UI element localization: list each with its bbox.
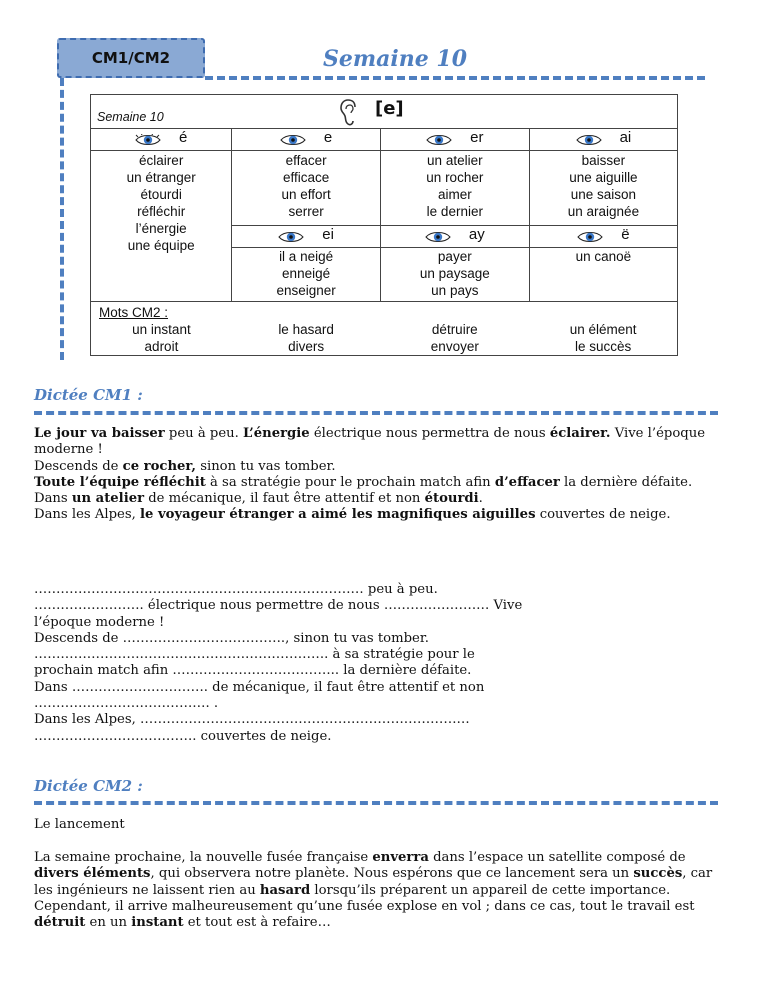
word: réfléchir xyxy=(137,204,186,219)
word: efficace xyxy=(282,170,330,185)
exercise-line: prochain match afin ……………………………….. la dernière défaite. xyxy=(34,663,472,679)
cm2-words-col1 xyxy=(91,302,232,356)
word: un étranger xyxy=(126,170,196,185)
level-badge-text: CM1/CM2 xyxy=(91,49,171,67)
page-title: Semaine 10 xyxy=(323,46,468,72)
header-dash-line xyxy=(205,76,705,80)
word-list-e xyxy=(232,151,380,226)
word-list-e-acute xyxy=(91,151,232,302)
word: un effort xyxy=(281,187,331,202)
word-list-ay xyxy=(380,248,529,302)
word: une saison xyxy=(570,187,637,202)
sound-table xyxy=(90,94,678,356)
word: divers xyxy=(288,339,325,354)
exercise-line: ……………………. électrique nous permettre de nous …………………… Vive xyxy=(34,598,523,614)
word-list-er xyxy=(380,151,529,226)
table-caption: Semaine 10 xyxy=(97,110,164,124)
sound-header-cell xyxy=(529,226,677,248)
eye-icon xyxy=(135,133,161,144)
word: étourdi xyxy=(140,187,182,202)
exercise-line: …………………………………………………………. à sa stratégie pour le xyxy=(34,647,475,663)
dictee-cm1-exercise xyxy=(34,582,724,745)
cm2-words-col2 xyxy=(232,302,380,356)
exercise-line: l’époque moderne ! xyxy=(34,614,165,630)
word: enseigner xyxy=(276,283,336,298)
dictee-cm2-title: Dictée CM2 : xyxy=(34,777,143,795)
word: éclairer xyxy=(139,153,184,168)
word: adroit xyxy=(144,339,179,354)
word: effacer xyxy=(285,153,327,168)
section-divider xyxy=(34,801,718,805)
eye-icon xyxy=(576,133,602,144)
sound-header-cell xyxy=(380,226,529,248)
phoneme-symbol: [e] xyxy=(375,98,404,119)
word-list-e-trema xyxy=(529,248,677,302)
word: baisser xyxy=(581,153,626,168)
sound-header-cell xyxy=(380,129,529,151)
dictee-cm1-title: Dictée CM1 : xyxy=(34,386,143,404)
sound-label: er xyxy=(470,129,484,146)
eye-icon xyxy=(426,133,452,144)
word: détruire xyxy=(431,322,478,337)
word: le succès xyxy=(575,339,632,354)
dictee-cm1-text: Le jour va baisser peu à peu. L’énergie électrique nous permettra de nous éclairer. Vive l’époque moderne ! Descends de ce rocher, sinon tu vas tomber. Toute l’équipe réfléchit à sa stratégie pour le prochain match afin d’effacer la dernière défaite. Dans un atelier de mécanique, il faut être attentif et non étourdi. Dans les Alpes, le voyageur étranger a aimé les magnifiques aiguilles couvertes de neige. xyxy=(34,426,705,523)
word: le dernier xyxy=(426,204,483,219)
exercise-line: Dans …………………………. de mécanique, il faut être attentif et non xyxy=(34,679,485,695)
sound-label: ay xyxy=(468,226,485,243)
word: aimer xyxy=(437,187,472,202)
cm2-words-col4 xyxy=(529,302,677,356)
sound-label: ei xyxy=(322,226,334,243)
cm2-label: Mots CM2 : xyxy=(99,305,169,320)
word: serrer xyxy=(288,204,324,219)
table-header-cell xyxy=(91,95,678,129)
dictee-cm2-text: La semaine prochaine, la nouvelle fusée française enverra dans l’espace un satellite composé de divers éléments, qui observera notre planète. Nous espérons que ce lancement sera un succès, car les ingénieurs ne laissent rien au hasard lorsqu’ils préparent un appareil de cette importance. Cependant, il arrive malheureusement qu’une fusée explose en vol ; dans ce cas, tout le travail est détruit en un instant et tout est à refaire… xyxy=(34,850,713,931)
eye-icon xyxy=(425,230,451,241)
dictee-cm2-subtitle: Le lancement xyxy=(34,817,125,832)
eye-icon xyxy=(278,230,304,241)
exercise-line: …………………………………. . xyxy=(34,696,219,712)
word: envoyer xyxy=(430,339,479,354)
word: enneigé xyxy=(282,266,331,281)
ear-icon xyxy=(339,98,361,130)
level-badge xyxy=(57,38,205,78)
word: un atelier xyxy=(427,153,483,168)
exercise-line: Descends de ………………………………., sinon tu vas tomber. xyxy=(34,630,429,646)
section-divider xyxy=(34,411,718,415)
word: un élément xyxy=(569,322,637,337)
sound-header-cell xyxy=(529,129,677,151)
eye-icon xyxy=(577,230,603,241)
sound-header-cell xyxy=(232,226,380,248)
exercise-line: Dans les Alpes, ………………………………………………………………… xyxy=(34,712,470,728)
word: un paysage xyxy=(419,266,490,281)
word: il a neigé xyxy=(279,249,334,264)
sound-label: ë xyxy=(621,226,630,243)
sound-header-cell xyxy=(91,129,232,151)
eye-icon xyxy=(280,133,306,144)
word: un instant xyxy=(132,322,191,337)
word: un pays xyxy=(431,283,479,298)
sound-header-cell xyxy=(232,129,380,151)
cm2-words-col3 xyxy=(380,302,529,356)
word: un araignée xyxy=(567,204,640,219)
word-list-ei xyxy=(232,248,380,302)
sound-label: ai xyxy=(619,129,632,146)
word: une aiguille xyxy=(569,170,638,185)
exercise-line: ………………………………………………………………… peu à peu. xyxy=(34,582,438,597)
word: payer xyxy=(437,249,472,264)
sound-label: é xyxy=(179,129,188,146)
word: une équipe xyxy=(127,238,195,253)
word-list-ai xyxy=(529,151,677,226)
sound-label: e xyxy=(323,129,333,146)
left-dash-line xyxy=(60,78,64,360)
exercise-line: ………………………………. couvertes de neige. xyxy=(34,728,332,744)
word: l’énergie xyxy=(135,221,187,236)
word: un canoë xyxy=(575,249,632,264)
word: le hasard xyxy=(278,322,334,337)
word: un rocher xyxy=(426,170,484,185)
